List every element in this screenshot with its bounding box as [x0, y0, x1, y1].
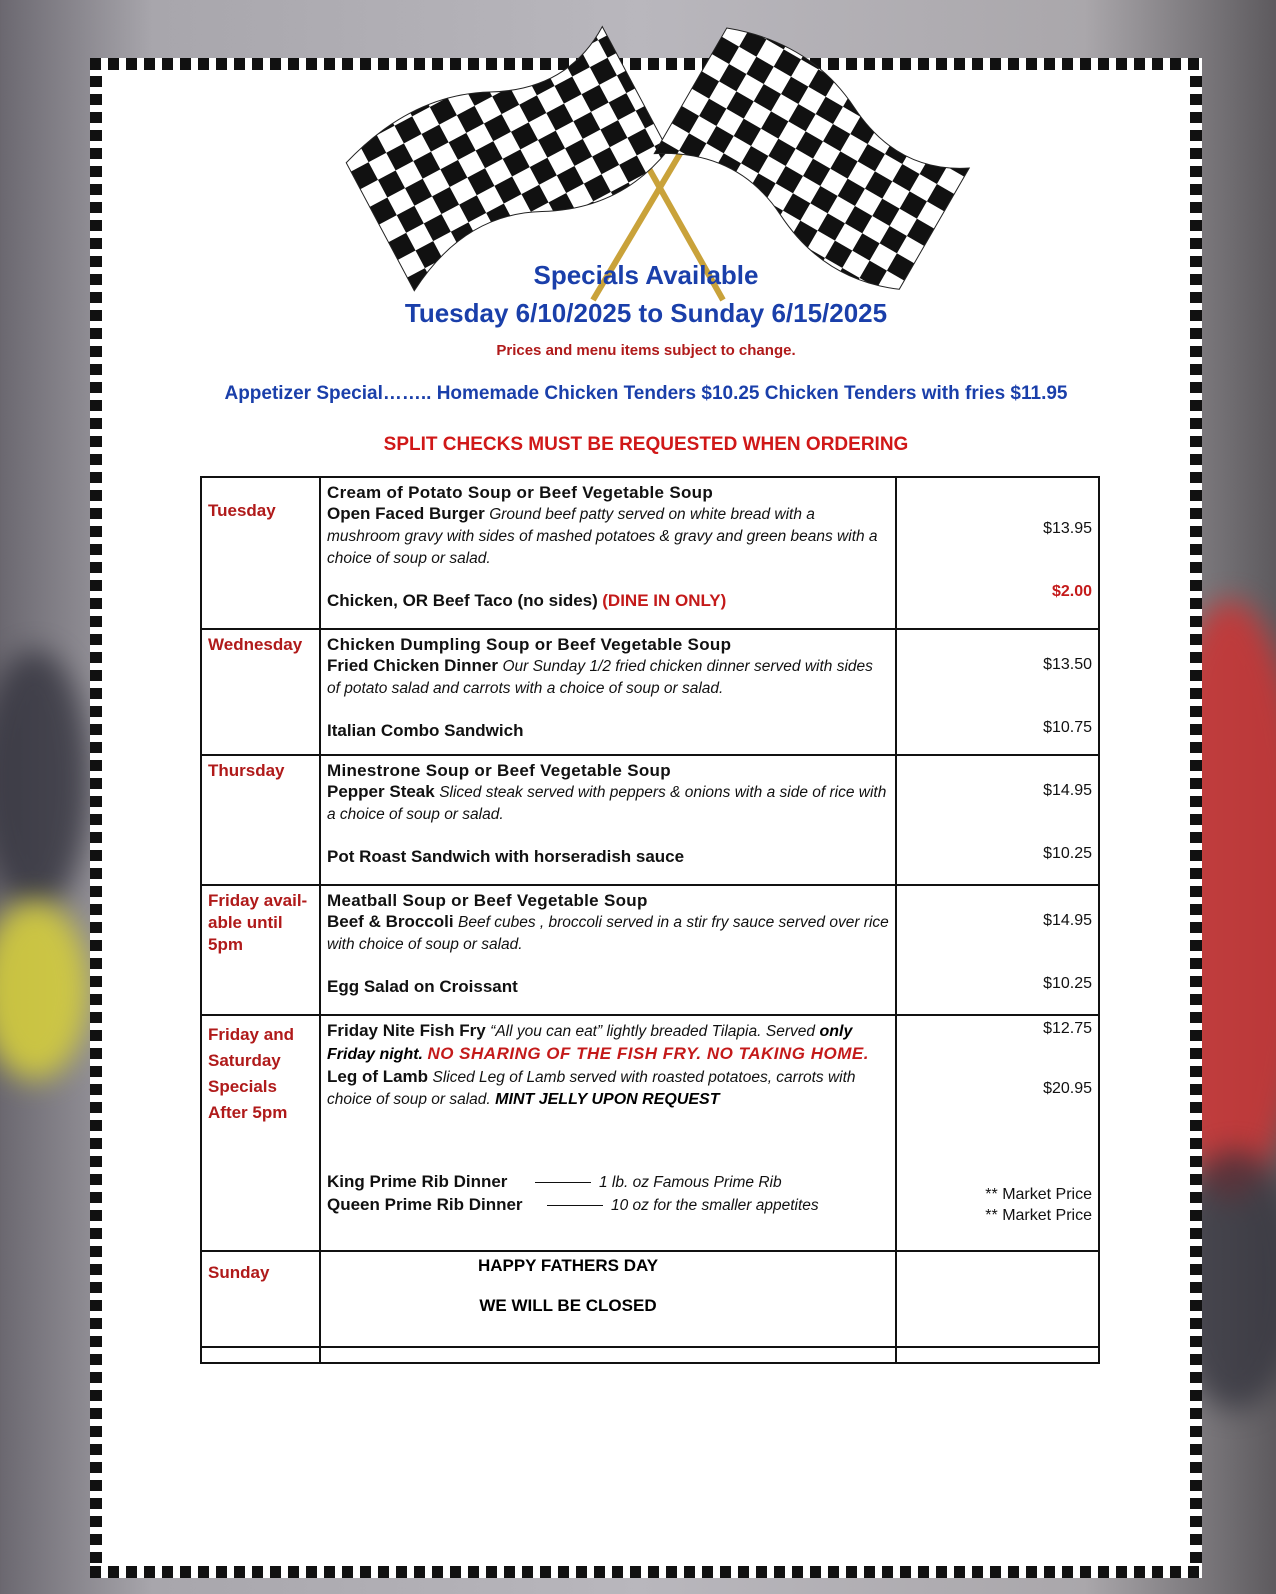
- menu-items: [320, 1015, 896, 1251]
- table-row-thursday: [201, 755, 1099, 885]
- price: $10.75: [1043, 719, 1092, 736]
- price: $2.00: [1051, 583, 1092, 600]
- menu-page: [108, 76, 1184, 1560]
- price: ** Market Price: [985, 1207, 1092, 1224]
- price: $10.25: [1043, 845, 1092, 862]
- price-cell: [896, 477, 1099, 629]
- dish-entry: [327, 720, 889, 743]
- table-row-tuesday: [201, 477, 1099, 629]
- dish-entry: [327, 846, 889, 869]
- soup-line: Chicken Dumpling Soup or Beef Vegetable Soup: [327, 635, 732, 654]
- dish-name: Open Faced Burger: [327, 504, 485, 523]
- dish-name: Italian Combo Sandwich: [327, 721, 524, 740]
- dine-in-note: (DINE IN ONLY): [602, 591, 727, 610]
- price: $10.25: [1043, 975, 1092, 992]
- day-label: [201, 1015, 320, 1251]
- menu-items: [320, 1251, 896, 1347]
- dish-name: Friday Nite Fish Fry: [327, 1021, 486, 1040]
- dish-name: Egg Salad on Croissant: [327, 977, 518, 996]
- empty-cell: [320, 1347, 896, 1363]
- mint-jelly-note: MINT JELLY UPON REQUEST: [495, 1091, 720, 1108]
- day-label-line: Specials: [208, 1077, 277, 1096]
- soup-line: Cream of Potato Soup or Beef Vegetable Soup: [327, 483, 714, 502]
- dish-entry: [327, 1066, 889, 1111]
- closed-message: WE WILL BE CLOSED: [479, 1296, 657, 1315]
- fathers-day-message: HAPPY FATHERS DAY: [477, 1256, 659, 1275]
- dish-description: 1 lb. oz Famous Prime Rib: [599, 1174, 782, 1191]
- day-label-line: Saturday: [208, 1051, 281, 1070]
- price-notice: Prices and menu items subject to change.: [496, 342, 796, 359]
- dish-name: Leg of Lamb: [327, 1067, 429, 1086]
- only-text: only: [819, 1023, 853, 1040]
- menu-items: [320, 755, 896, 885]
- empty-cell: [896, 1347, 1099, 1363]
- price-cell: [896, 1015, 1099, 1251]
- title-date-range: Tuesday 6/10/2025 to Sunday 6/15/2025: [404, 298, 888, 328]
- day-label-line: able until: [208, 913, 283, 932]
- price: $14.95: [1043, 912, 1092, 929]
- price: $12.75: [1043, 1020, 1092, 1037]
- friday-night-text: Friday night.: [327, 1046, 423, 1063]
- menu-items: [320, 885, 896, 1015]
- dish-description: Ground beef patty served on white bread with a mushroom gravy with sides of mashed potatoes & gravy and green beans with a choice of soup or salad.: [327, 506, 878, 567]
- background-yellow-car: [0, 900, 90, 1080]
- dish-entry: [327, 655, 889, 700]
- dish-entry: [327, 976, 889, 999]
- day-label: Wednesday: [201, 629, 320, 755]
- day-label-line: After 5pm: [208, 1103, 288, 1122]
- table-row-weekend: [201, 1015, 1099, 1251]
- day-label-line: Friday and: [208, 1025, 294, 1044]
- day-label-line: Friday avail-: [208, 891, 308, 910]
- table-row-wednesday: [201, 629, 1099, 755]
- appetizer-special: Appetizer Special…….. Homemade Chicken Tenders $10.25 Chicken Tenders with fries $11.95: [224, 383, 1068, 404]
- dish-entry: [327, 1020, 889, 1066]
- price: $20.95: [1043, 1080, 1092, 1097]
- dish-description: Our Sunday 1/2 fried chicken dinner served with sides of potato salad and carrots with a choice of soup or salad.: [327, 658, 873, 697]
- dish-name: Fried Chicken Dinner: [327, 656, 498, 675]
- dish-entry: [327, 590, 889, 613]
- dish-name: Beef & Broccoli: [327, 912, 454, 931]
- price: $13.50: [1043, 656, 1092, 673]
- dish-description: Beef cubes , broccoli served in a stir fry sauce served over rice with choice of soup or salad.: [327, 914, 889, 953]
- dish-name: Chicken, OR Beef Taco (no sides): [327, 591, 598, 610]
- dish-entry: [327, 1194, 889, 1217]
- dish-name: King Prime Rib Dinner: [327, 1172, 508, 1191]
- background-blur: [0, 650, 90, 910]
- price: $13.95: [1043, 520, 1092, 537]
- table-row-empty: [201, 1347, 1099, 1363]
- split-checks-notice: SPLIT CHECKS MUST BE REQUESTED WHEN ORDERING: [383, 434, 909, 455]
- price-cell: [896, 885, 1099, 1015]
- day-label: Sunday: [201, 1251, 320, 1347]
- dish-entry: [327, 781, 889, 826]
- price: $14.95: [1043, 782, 1092, 799]
- dish-description: Sliced steak served with peppers & onions with a side of rice with a choice of soup or salad.: [327, 784, 887, 823]
- empty-cell: [201, 1347, 320, 1363]
- dash-line: [547, 1205, 603, 1206]
- dish-name: Pepper Steak: [327, 782, 435, 801]
- price: ** Market Price: [985, 1186, 1092, 1203]
- served-text: Served: [765, 1023, 815, 1040]
- price-cell: [896, 1251, 1099, 1347]
- title-specials: Specials Available: [533, 260, 759, 290]
- day-label: [201, 885, 320, 1015]
- soup-line: Meatball Soup or Beef Vegetable Soup: [327, 891, 648, 910]
- price-cell: [896, 629, 1099, 755]
- day-label: Thursday: [201, 755, 320, 885]
- specials-table: [200, 476, 1100, 1364]
- soup-line: Minestrone Soup or Beef Vegetable Soup: [327, 761, 671, 780]
- table-row-friday: [201, 885, 1099, 1015]
- dish-entry: [327, 503, 889, 570]
- day-label: Tuesday: [201, 477, 320, 629]
- dash-line: [535, 1182, 591, 1183]
- dish-description: “All you can eat” lightly breaded Tilapia.: [490, 1023, 762, 1040]
- dish-entry: [327, 911, 889, 956]
- table-row-sunday: [201, 1251, 1099, 1347]
- price-cell: [896, 755, 1099, 885]
- dish-entry: [327, 1171, 889, 1194]
- day-label-line: 5pm: [208, 935, 243, 954]
- menu-items: [320, 629, 896, 755]
- menu-items: [320, 477, 896, 629]
- dish-description: Sliced Leg of Lamb served with roasted potatoes, carrots with choice of soup or salad.: [327, 1069, 856, 1108]
- dish-name: Pot Roast Sandwich with horseradish sauce: [327, 847, 685, 866]
- dish-name: Queen Prime Rib Dinner: [327, 1195, 523, 1214]
- no-sharing-warning: NO SHARING OF THE FISH FRY. NO TAKING HOME.: [427, 1044, 869, 1063]
- dish-description: 10 oz for the smaller appetites: [611, 1197, 819, 1214]
